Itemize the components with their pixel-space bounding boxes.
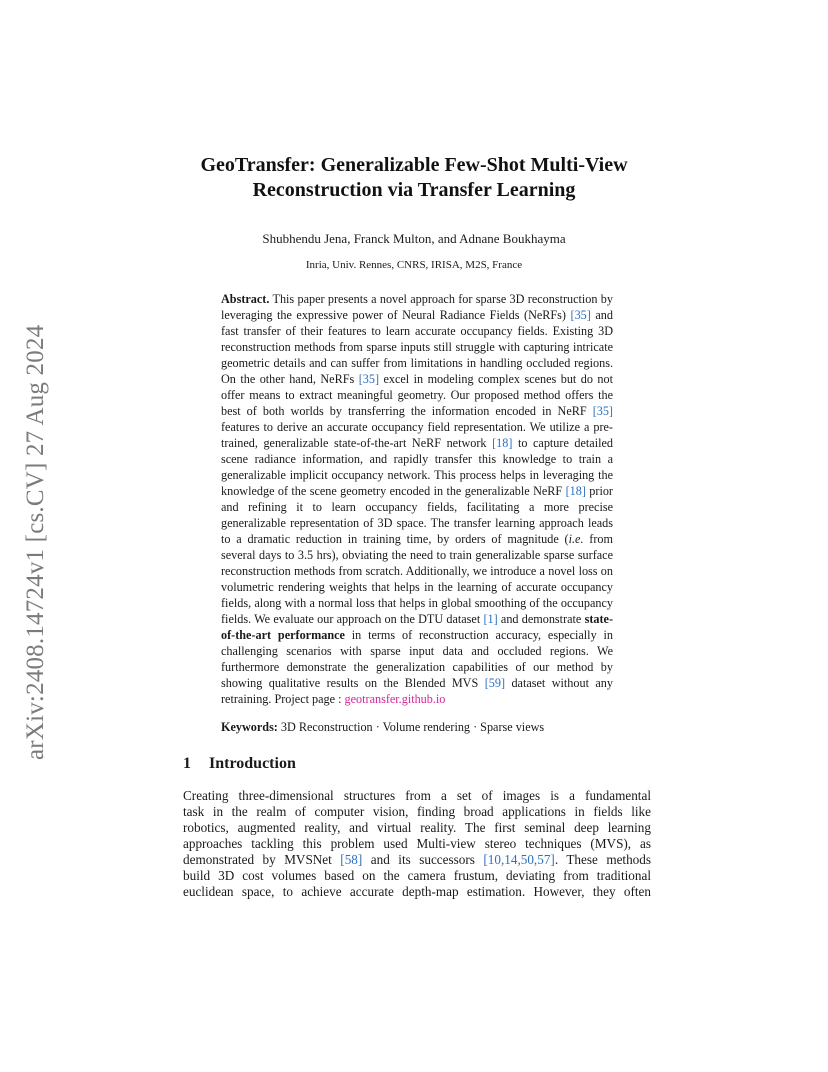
citation-link[interactable]: [10,14,50,57] xyxy=(483,852,555,867)
abstract-bold: state-of-the-art performance xyxy=(221,612,613,642)
abstract-text: This paper presents a novel approach for sparse 3D reconstruction by leveraging the expressive power of Neural Radiance Fields (NeRFs) xyxy=(221,292,613,322)
title-line-1: GeoTransfer: Generalizable Few-Shot Multi-View xyxy=(200,154,628,176)
abstract-text: from several days to 3.5 hrs), obviating the need to train generalizable sparse surface reconstruction methods from scratch. Additionally, we introduce a novel loss on volumetric rendering weights that helps in the learning of accurate occupancy fields, along with a normal loss that helps in global smoothing of the occupancy fields. We evaluate our approach on the DTU dataset xyxy=(221,532,613,626)
arxiv-identifier[interactable]: arXiv:2408.14724v1 [cs.CV] 27 Aug 2024 xyxy=(22,324,49,760)
citation-link[interactable]: [35] xyxy=(358,372,380,386)
abstract-text: excel in modeling complex scenes but do not offer means to extract meaningful geometry. Our proposed method offers the best of both worlds by transferring the information encoded in NeRF xyxy=(221,372,613,418)
intro-line: approaches tackling this problem used Multi-view stereo techniques (MVS), as xyxy=(183,836,651,851)
affiliation: Inria, Univ. Rennes, CNRS, IRISA, M2S, France xyxy=(305,259,523,271)
citation-link[interactable]: [18] xyxy=(565,484,586,498)
abstract-text: dataset without any retraining. Project page : xyxy=(221,676,613,706)
abstract-text: and demonstrate xyxy=(497,612,585,626)
intro-line: robotics, augmented reality, and virtual reality. The first seminal deep learning xyxy=(183,820,651,835)
citation-link[interactable]: [58] xyxy=(340,852,363,867)
keywords-label: Keywords: xyxy=(221,720,278,734)
keywords-text: 3D Reconstruction · Volume rendering · Sparse views xyxy=(277,720,545,734)
intro-line: task in the realm of computer vision, finding broad applications in fields like xyxy=(183,804,651,819)
intro-line xyxy=(183,852,651,868)
abstract-label: Abstract. xyxy=(221,292,270,306)
abstract-text: features to derive an accurate occupancy field representation. We utilize a pre-trained, generalizable state-of-the-art NeRF network xyxy=(221,420,613,450)
section-heading xyxy=(183,755,296,773)
citation-link[interactable]: [35] xyxy=(570,308,591,322)
abstract-text: in terms of reconstruction accuracy, especially in challenging scenarios with sparse input data and occluded regions. We furthermore demonstrate the generalization capabilities of our method by showing qualitative results on the Blended MVS xyxy=(221,628,613,690)
abstract-text: to capture detailed scene radiance information, and rapidly transfer this knowledge to train a generalizable implicit occupancy network. This process helps in leveraging the knowledge of the scene geometry encoded in the generalizable NeRF xyxy=(221,436,613,498)
paper-title xyxy=(150,153,678,203)
author-list: Shubhendu Jena, Franck Multon, and Adnane Boukhayma xyxy=(262,231,566,246)
section-number: 1 xyxy=(183,755,191,772)
intro-text: demonstrated by MVSNet xyxy=(183,852,341,867)
citation-link[interactable]: [1] xyxy=(483,612,498,626)
abstract xyxy=(221,291,613,707)
citation-link[interactable]: [35] xyxy=(592,404,613,418)
intro-text: . These methods xyxy=(554,852,652,867)
citation-link[interactable]: [18] xyxy=(492,436,513,450)
title-line-2: Reconstruction via Transfer Learning xyxy=(252,179,576,201)
abstract-emphasis: i.e. xyxy=(568,532,584,546)
abstract-text: and fast transfer of their features to learn accurate occupancy fields. Existing 3D reconstruction methods from sparse inputs still struggle with capturing intricate geometric details and can suffer from limitations in handling occluded regions. On the other hand, NeRFs xyxy=(221,308,613,386)
intro-line: Creating three-dimensional structures from a set of images is a fundamental xyxy=(183,788,651,803)
intro-line: euclidean space, to achieve accurate depth-map estimation. However, they often xyxy=(183,884,651,899)
introduction-paragraph xyxy=(183,788,651,900)
intro-line: build 3D cost volumes based on the camera frustum, deviating from traditional xyxy=(183,868,651,883)
keywords xyxy=(221,720,621,735)
intro-text: and its successors xyxy=(362,852,484,867)
project-page-link[interactable]: geotransfer.github.io xyxy=(344,692,446,706)
abstract-text: prior and refining it to learn occupancy fields, facilitating a more precise generalizable representation of 3D space. The transfer learning approach leads to a dramatic reduction in training time, by orders of magnitude ( xyxy=(221,484,613,546)
section-title: Introduction xyxy=(209,755,296,772)
citation-link[interactable]: [59] xyxy=(484,676,506,690)
